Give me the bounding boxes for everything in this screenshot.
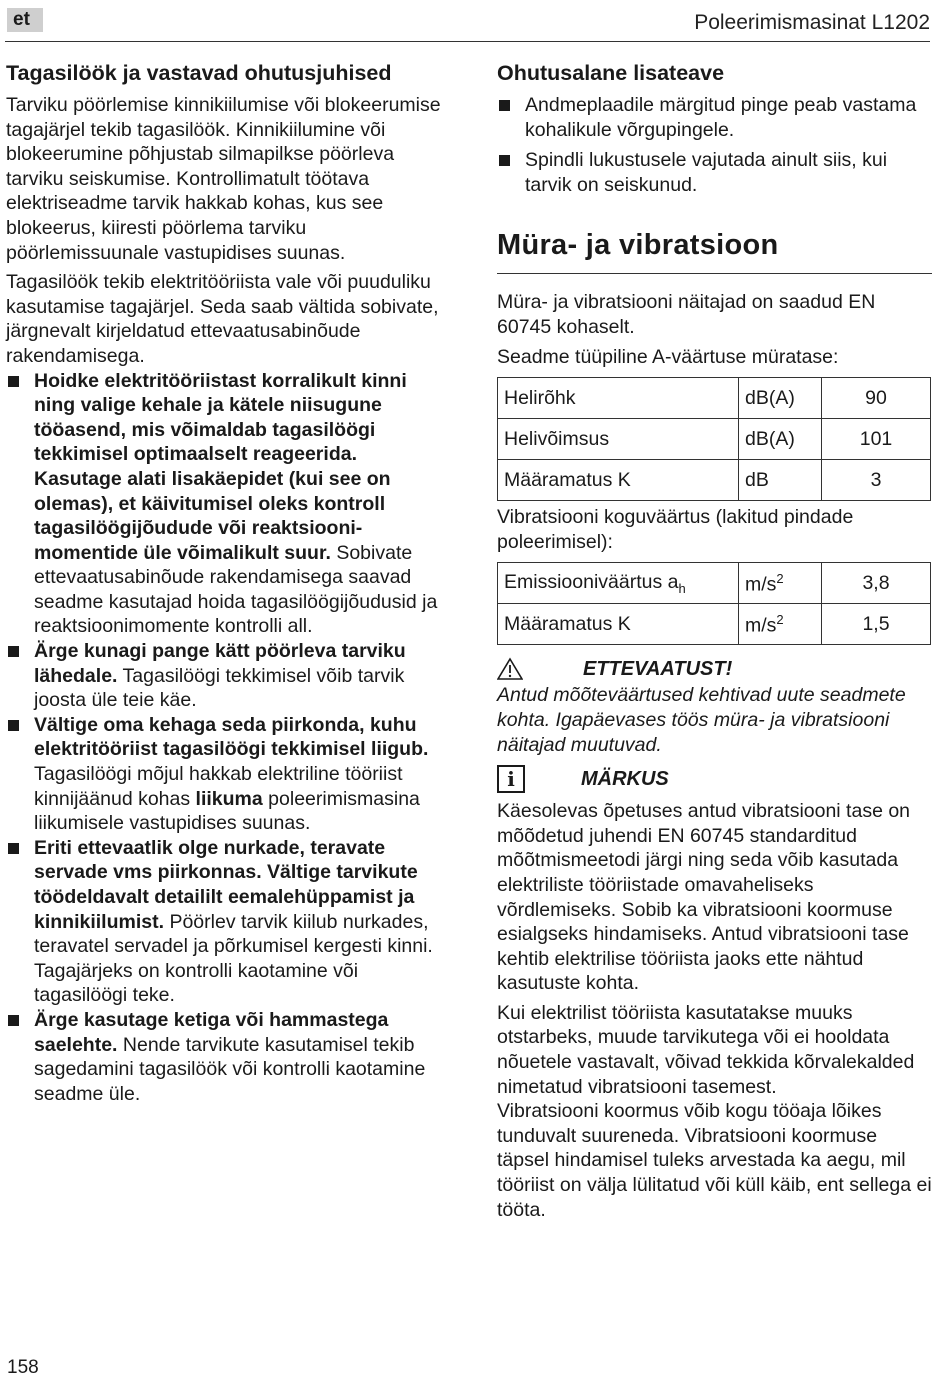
- vibration-unit-cell: $m/s^2$: [739, 563, 822, 604]
- bullet-bold-text: Ärge kunagi pange kätt pöörleva tarviku lähedale.: [34, 640, 406, 687]
- noise-value-cell: 101: [822, 419, 931, 460]
- kickback-bullet-4: [6, 836, 446, 1008]
- vibration-value-cell: 1,5: [822, 604, 931, 645]
- safety-info-heading: Ohutusalane lisateave: [497, 61, 725, 85]
- noise-value-cell: 90: [822, 378, 931, 419]
- bullet-text: Sobivate ettevaatusabinõude rakendamisega saavad seadme kasutajad hoida tagasilöögijõudusid ja reaktsioonimomente kontrolli all.: [34, 541, 438, 638]
- bullet-text: Andmeplaadile märgitud pinge peab vastama kohalikule võrgupingele.: [525, 94, 917, 141]
- kickback-bullet-2: [6, 639, 446, 713]
- vibration-name-cell: Määramatus K: [498, 604, 739, 645]
- bullet-bold-text: Vältige oma kehaga seda piirkonda, kuhu elektritööriist tagasilöögi tekkimisel liigub.: [34, 713, 429, 761]
- vibration-table: [497, 562, 931, 645]
- table-row: [498, 563, 931, 604]
- noise-vibration-title: Müra- ja vibratsioon: [497, 229, 779, 262]
- table-row: [498, 604, 931, 645]
- bullet-text: Nende tarvikute kasutamisel tekib sagedamini tagasilöök või kontrolli kaotamine seadme üle.: [34, 1033, 426, 1105]
- language-tag: et: [7, 8, 43, 32]
- vibration-name-cell: Emissiooniväärtus $a_h$: [498, 563, 739, 604]
- right-column: [497, 60, 932, 1222]
- table-row: [498, 419, 931, 460]
- bullet-bold-text: Eriti ettevaatlik olge nurkade, teravate servade vms piirkonnas. Vältige tarvikute töödeldavalt detaililt eemalehüppamist ja kinnikiilumist.: [34, 836, 418, 933]
- noise-name-cell: Määramatus K: [498, 460, 739, 501]
- noise-unit-cell: dB(A): [739, 419, 822, 460]
- header-divider: [5, 41, 930, 42]
- kickback-bullet-5: [6, 1008, 446, 1106]
- caution-text: Antud mõõteväärtused kehtivad uute seadmete kohta. Igapäevases töös müra- ja vibratsiooni näitajad muutuvad.: [497, 684, 906, 756]
- vibration-value-cell: 3,8: [822, 563, 931, 604]
- table-row: [498, 460, 931, 501]
- document-title: Poleerimismasinat L1202: [694, 11, 930, 34]
- note-paragraph-1: Käesolevas õpetuses antud vibratsiooni tase on mõõdetud juhendi EN 60745 standarditud mõõtmismeetodi järgi ning seda võib kasutada elektriliste tööriistade omavaheliseks võrdlemiseks. Sobib ka vibratsiooni koormuse esialgseks hindamiseks. Antud vibratsiooni tase kehtib elektrilise tööriista jaoks ette nähtud kasutuste kohta.: [497, 800, 911, 995]
- safety-bullet-list: [497, 93, 932, 197]
- note-label: MÄRKUS: [581, 767, 669, 790]
- square-bullet-icon: [8, 646, 19, 657]
- vibration-unit-cell: $m/s^2$: [739, 604, 822, 645]
- noise-value-cell: 3: [822, 460, 931, 501]
- info-icon: i: [497, 765, 525, 793]
- kickback-bullet-1: [6, 369, 446, 640]
- noise-intro-2: Seadme tüüpiline A-väärtuse müratase:: [497, 345, 839, 368]
- square-bullet-icon: [499, 100, 510, 111]
- square-bullet-icon: [8, 1015, 19, 1026]
- caution-header: [497, 655, 932, 683]
- vibration-intro: Vibratsiooni koguväärtus (lakitud pindade poleerimisel):: [497, 506, 854, 553]
- bullet-bold-inline: liikuma: [195, 787, 263, 810]
- noise-unit-cell: dB(A): [739, 378, 822, 419]
- bullet-text: Spindli lukustusele vajutada ainult siis, kui tarvik on seiskunud.: [525, 149, 888, 196]
- noise-table: [497, 377, 931, 501]
- note-paragraph-2: Kui elektrilist tööriista kasutatakse muuks otstarbeks, muude tarvikutega või ei hooldata nõuetele vastavalt, võivad tekkida kõrvalekalded nimetatud vibratsiooni tasemest.: [497, 1001, 915, 1098]
- kickback-bullet-3: [6, 713, 446, 836]
- section-divider: [497, 273, 932, 274]
- kickback-bullet-list: [6, 369, 446, 1107]
- note-header: [497, 765, 932, 793]
- page-number: 158: [7, 1357, 39, 1378]
- noise-name-cell: Helivõimsus: [498, 419, 739, 460]
- bullet-bold-text: Ärge kasutage ketiga või hammastega saelehte.: [34, 1008, 389, 1056]
- note-paragraph-3: Vibratsiooni koormus võib kogu tööaja lõikes tunduvalt suureneda. Vibratsiooni koormuse täpsel hindamisel tuleks arvestada ka aegu, mil tööriist on välja lülitatud või küll käib, ent sellega ei tööta.: [497, 1100, 932, 1221]
- square-bullet-icon: [8, 376, 19, 387]
- square-bullet-icon: [8, 720, 19, 731]
- square-bullet-icon: [499, 155, 510, 166]
- bullet-text: Pöörlev tarvik kiilub nurkades, teravatel servadel ja põrkumisel kergesti kinni. Tagajärjeks on kontrolli kaotamine või tagasilöögi teke.: [34, 910, 433, 1007]
- bullet-text: Tagasilöögi mõjul hakkab elektriline tööriist kinnijäänud kohas: [34, 763, 403, 810]
- warning-triangle-icon: [497, 657, 523, 681]
- square-bullet-icon: [8, 843, 19, 854]
- noise-intro-1: Müra- ja vibratsiooni näitajad on saadud EN 60745 kohaselt.: [497, 291, 876, 338]
- bullet-text: Tagasilöögi tekkimisel võib tarvik joosta üle teie käe.: [34, 664, 405, 712]
- caution-label: ETTEVAATUST!: [583, 657, 733, 680]
- noise-unit-cell: dB: [739, 460, 822, 501]
- safety-bullet-1: [497, 93, 932, 142]
- kickback-heading: Tagasilöök ja vastavad ohutusjuhised: [6, 61, 392, 85]
- safety-bullet-2: [497, 148, 932, 197]
- kickback-paragraph-1: Tarviku pöörlemise kinnikiilumise või blokeerumise tagajärjel tekib tagasilöök. Kinnikiilumine või blokeerumine põhjustab silmapilkse pöörleva tarviku seiskumise. Kontrollimatult töötava elektriseadme tarvik hakkab kohas, kus see blokeerus, kiiresti pöörlema tarviku pöörlemissuunale vastupidises suunas.: [6, 94, 441, 264]
- left-column: [6, 60, 446, 1106]
- kickback-paragraph-2: Tagasilöök tekib elektritööriista vale või puuduliku kasutamise tagajärjel. Seda saab vältida sobivate, järgnevalt kirjeldatud ettevaatusabinõude rakendamisega.: [6, 271, 439, 367]
- bullet-bold-text: Hoidke elektritööriistast korralikult kinni ning valige kehale ja kätele niisugune tööasend, mis võimaldab tagasilöögi tekkimisel optimaalselt reageerida. Kasutage alati lisakäepidet (kui see on olemas), et käivitumisel oleks kontroll tagasilöögijõudude või reaktsiooni-momentide üle võimalikult suur.: [34, 369, 407, 564]
- bullet-text: poleerimismasina liikumisele vastupidises suunas.: [34, 787, 420, 835]
- noise-name-cell: Helirõhk: [498, 378, 739, 419]
- table-row: [498, 378, 931, 419]
